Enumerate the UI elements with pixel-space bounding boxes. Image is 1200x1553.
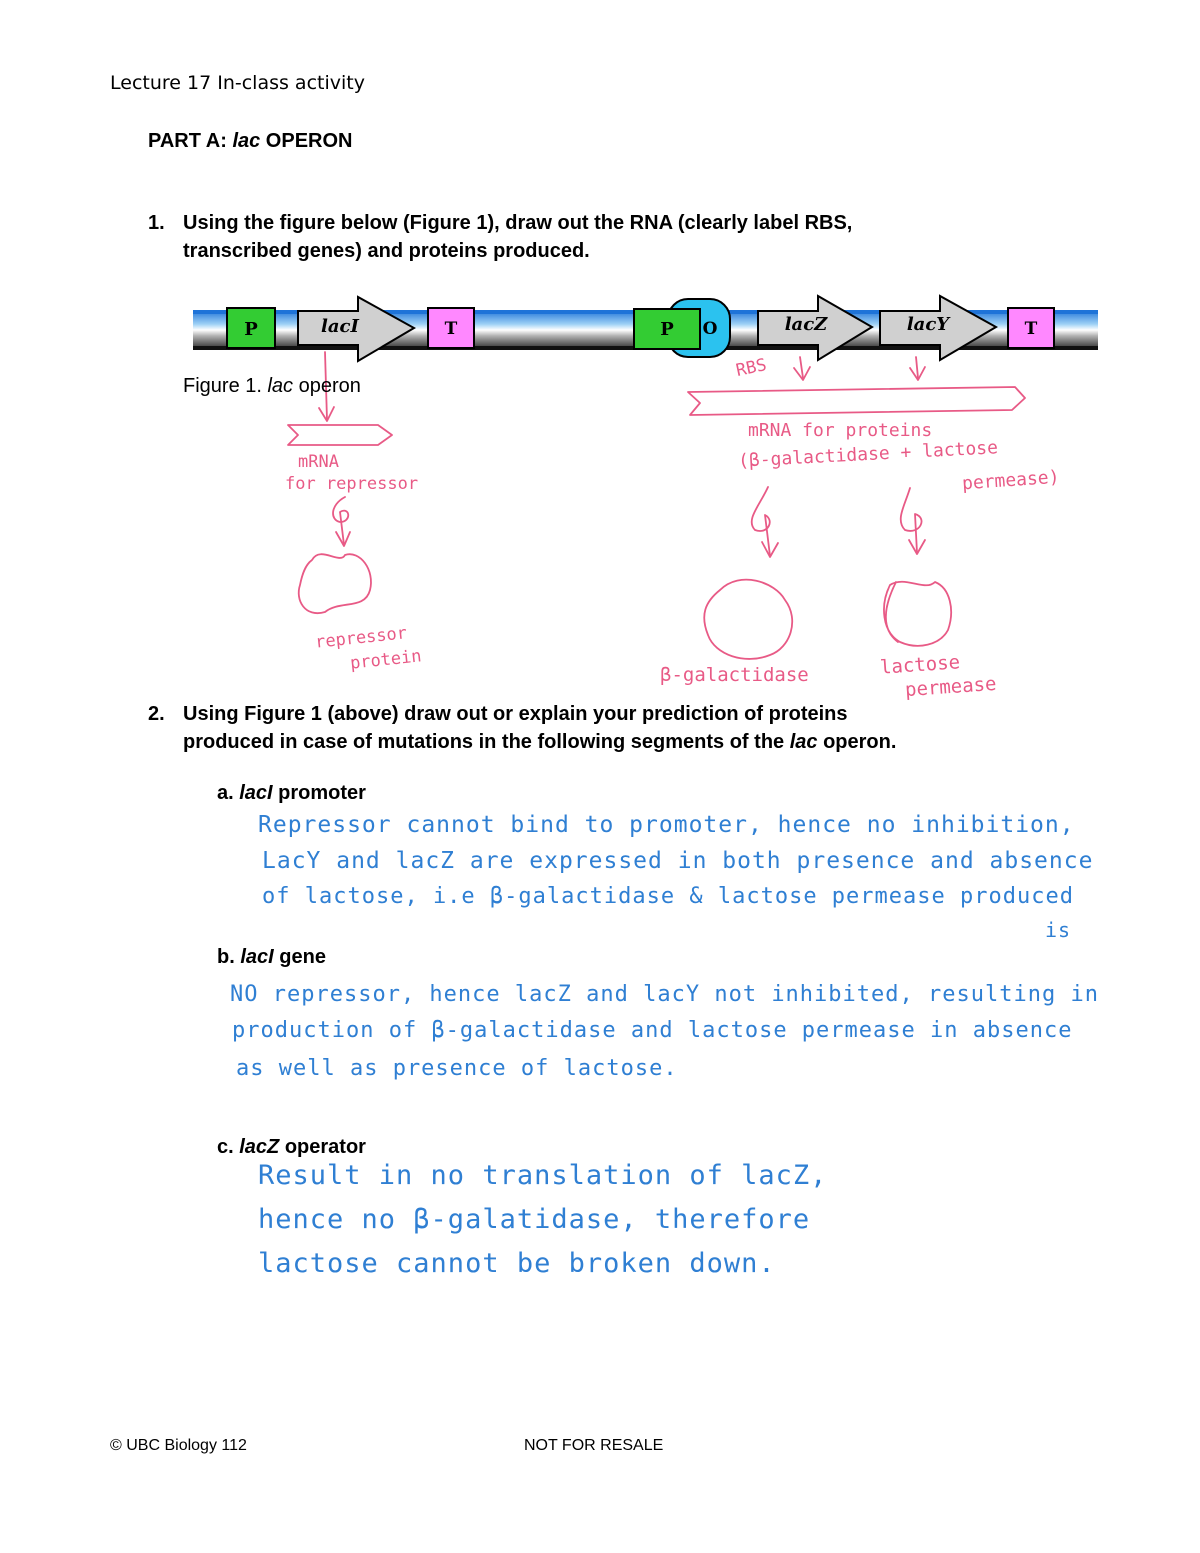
lac-operon-figure [0,0,1200,720]
question-2-line-1: Using Figure 1 (above) draw out or explain your prediction of proteins [183,703,848,725]
lacz-label: lacZ [784,314,828,335]
bgal-protein-blob [704,580,792,659]
repressor-protein-label-2: protein [349,646,423,674]
question-1-line-2: transcribed genes) and proteins produced. [183,240,590,262]
terminator-1-label: T [444,319,458,339]
question-2b-heading: b. lacI gene [217,946,326,968]
question-2a-heading: a. lacI promoter [217,782,366,804]
terminator-2-label: T [1024,319,1038,339]
page-title: Lecture 17 In-class activity [110,72,365,94]
question-2 [148,700,896,756]
question-2-number: 2. [148,703,165,725]
lactose-permease-label-2: permease [904,672,998,702]
bgal-translation-arrow [752,487,770,556]
lacy-label: lacY [906,314,950,335]
promoter-2-label: P [660,319,674,340]
permease-protein-blob [884,582,951,646]
answer-2c-line-3: lactose cannot be broken down. [258,1248,776,1279]
lactose-permease-label-1: lactose [879,651,961,679]
answer-2c-line-2: hence no β-galatidase, therefore [258,1204,811,1235]
part-a-heading: PART A: lac OPERON [148,130,353,152]
repressor-protein-blob [299,554,371,613]
footer-notice: NOT FOR RESALE [524,1437,664,1454]
question-2-line-2: produced in case of mutations in the following segments of the lac operon. [183,731,897,753]
mrna-repressor-label-2: for repressor [285,474,419,494]
answer-2a-line-2: LacY and lacZ are expressed in both presence and absence [262,848,1094,874]
repressor-translation-arrow [333,497,348,545]
operon-mrna-shape [688,387,1025,415]
rbs-label: RBS [734,355,769,381]
question-1-line-1: Using the figure below (Figure 1), draw out the RNA (clearly label RBS, [183,212,853,234]
answer-2a-line-3: of lactose, i.e β-galactidase & lactose permease produced [262,884,1074,909]
answer-2c-line-1: Result in no translation of lacZ, [258,1160,828,1191]
answer-2b-line-2: production of β-galactidase and lactose permease in absence [232,1018,1073,1043]
question-2c-heading: c. lacZ operator [217,1136,366,1158]
figure-caption: Figure 1. lac operon [183,375,361,397]
promoter-1-label: P [244,319,258,340]
answer-2a-insert: is [1045,918,1072,942]
answer-2a-line-1: Repressor cannot bind to promoter, hence no inhibition, [258,812,1075,838]
question-1-number: 1. [148,212,165,234]
mrna-proteins-label-1: mRNA for proteins [748,420,933,441]
mrna-repressor-label-1: mRNA [298,452,339,472]
operator-label: O [702,319,718,339]
repressor-mrna-shape [288,425,392,445]
mrna-proteins-label-2: (β-galactidase + lactose [737,437,999,472]
repressor-protein-label-1: repressor [314,623,408,653]
footer-copyright: © UBC Biology 112 [110,1437,247,1454]
answer-2b-line-3: as well as presence of lactose. [236,1056,678,1081]
laci-label: lacI [321,316,359,337]
mrna-proteins-label-3: permease) [961,466,1061,495]
answer-2b-line-1: NO repressor, hence lacZ and lacY not inhibited, resulting in [230,982,1099,1007]
bgal-label: β-galactidase [660,664,809,686]
